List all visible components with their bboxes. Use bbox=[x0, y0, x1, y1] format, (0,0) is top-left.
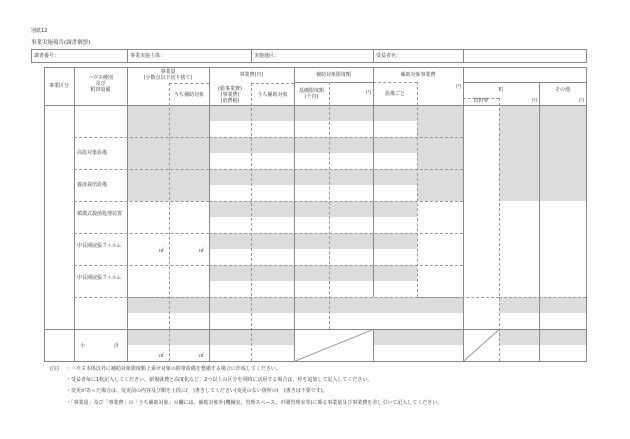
header-house-type: ハウス種別 bbox=[88, 75, 113, 81]
grid-line bbox=[499, 98, 500, 361]
row-label: 中長期展張フィルム bbox=[77, 275, 122, 281]
table-border bbox=[44, 67, 587, 362]
grid-line bbox=[74, 233, 209, 234]
note: ・変更があった場合は、変更前の内容及び額を上段に( )書きしてください(変更のない箇所の( )書きは不要です)。 bbox=[66, 388, 328, 394]
header-total-cost: (事業費) bbox=[220, 92, 240, 98]
header-town: 町 bbox=[498, 87, 504, 93]
grid-line bbox=[463, 67, 464, 361]
grid-line bbox=[417, 297, 499, 298]
grid-line bbox=[373, 329, 374, 361]
header-quantity-subsidized: うち補助対象 bbox=[173, 92, 204, 98]
unit-m2: ㎡ bbox=[159, 248, 165, 254]
grid-line bbox=[74, 265, 209, 266]
grid-line bbox=[44, 105, 586, 106]
grid-line bbox=[169, 83, 209, 84]
grid-line bbox=[74, 137, 209, 138]
survey-no-label: 調書番号： bbox=[34, 53, 60, 59]
subtotal-label: 計 bbox=[114, 343, 120, 349]
grid-line bbox=[127, 297, 209, 298]
grid-line bbox=[127, 67, 128, 361]
unit-yen: 円 bbox=[579, 98, 585, 104]
grid-line bbox=[251, 83, 252, 361]
form-id: 別紙12 bbox=[31, 28, 48, 34]
header-cost: 事業費(円) bbox=[239, 72, 264, 78]
unit-yen: 円 bbox=[366, 90, 372, 96]
header-category: 事業区分 bbox=[48, 83, 69, 89]
beneficiary-field[interactable] bbox=[464, 50, 586, 62]
row-label: 循環式殺菌処理装置 bbox=[77, 211, 123, 217]
implementer-label: 事業実施主体： bbox=[130, 53, 166, 59]
grid-line bbox=[74, 201, 209, 202]
grid-line bbox=[294, 67, 295, 361]
grid-line bbox=[209, 137, 463, 138]
beneficiary-label: 受益者名： bbox=[376, 53, 402, 59]
grid-line bbox=[463, 82, 586, 83]
header-per-equipment: 設備ごと bbox=[384, 91, 405, 97]
header-burden-rate: 負担率 bbox=[473, 98, 489, 104]
header-base-limit: 基礎限度額 bbox=[298, 88, 324, 94]
grid-line bbox=[294, 82, 373, 83]
grid-line bbox=[329, 82, 330, 329]
row-label: 中長期展張フィルム bbox=[77, 243, 122, 249]
grid-line bbox=[209, 265, 463, 266]
header-total-cost: (消費税) bbox=[220, 98, 240, 104]
grid-line bbox=[373, 67, 374, 297]
subtotal-label: 小 bbox=[80, 343, 86, 349]
unit-yen: 円 bbox=[456, 84, 462, 90]
grid-line bbox=[44, 329, 586, 330]
grid-line bbox=[539, 82, 540, 361]
grid-line bbox=[209, 233, 463, 234]
page-title: 事業実施報告(調書個票) bbox=[31, 40, 91, 46]
grid-line bbox=[209, 169, 463, 170]
grid-line bbox=[74, 169, 209, 170]
grid-line bbox=[209, 201, 463, 202]
header-limit: 補助対象限度額 bbox=[315, 72, 351, 78]
header-other: その他 bbox=[554, 87, 570, 93]
unit-m2: ㎡ bbox=[159, 353, 165, 359]
grid-line bbox=[169, 83, 170, 329]
header-base-limit: (千円) bbox=[304, 94, 319, 100]
header-cost-subsidized: うち補助対象 bbox=[257, 92, 288, 98]
grid-line bbox=[499, 297, 586, 298]
header-house-type: 附帯設備 bbox=[90, 87, 111, 93]
note: ・「事業量」及び「事業費」の「うち補助対象」の欄には、補助対象外(機械室、管理スペース、中間管理室等)に係る事業量及び事業費を差し引いて記入してください。 bbox=[66, 400, 443, 406]
district-label: 実施地区： bbox=[254, 53, 280, 59]
unit-m2: ㎡ bbox=[199, 248, 205, 254]
row-label: 高温対策設備 bbox=[77, 150, 108, 156]
unit-yen: 円 bbox=[532, 98, 538, 104]
grid-line bbox=[373, 82, 417, 83]
header-quantity-note: (小数点以下切り捨て) bbox=[143, 75, 193, 81]
note: ・ハウス本体以外に補助対象限度額上乗せ対象の附帯設備を整備する場合に作成してください。 bbox=[66, 366, 281, 372]
grid-line bbox=[251, 83, 294, 84]
header-eligible-cost: 補助対象事業費 bbox=[400, 72, 436, 78]
notes-label: (注) bbox=[50, 366, 59, 372]
header-house-type: 及び bbox=[95, 81, 106, 87]
grid-line bbox=[74, 67, 75, 361]
note: ・受益者毎に1枚記入してください。新規就農と高度化など、2つ以上の区分を同時に活用する場合は、枠を追加して記入してください。 bbox=[66, 377, 373, 383]
row-label: 養液栽培設備 bbox=[77, 182, 108, 188]
grid-line bbox=[209, 67, 210, 361]
unit-m2: ㎡ bbox=[199, 353, 205, 359]
grid-line bbox=[169, 329, 170, 361]
header-quantity: 事業量 bbox=[160, 69, 176, 75]
header-total-cost: (総事業費) bbox=[218, 86, 242, 92]
